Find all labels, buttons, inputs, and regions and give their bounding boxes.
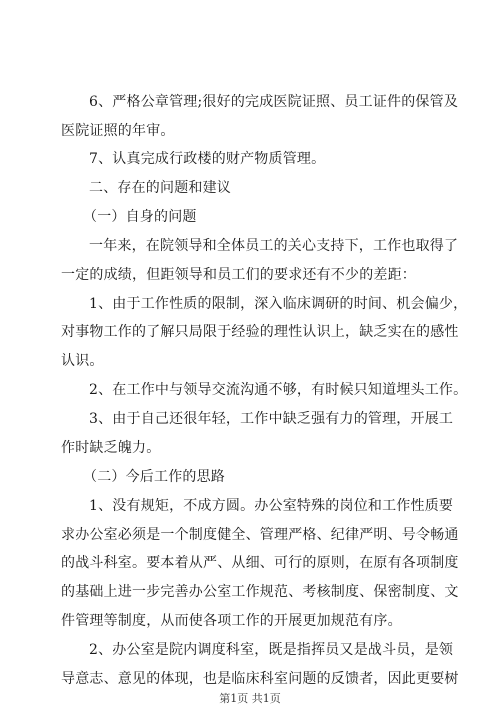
text-line: 认识。 xyxy=(61,353,104,369)
text-line: 7、认真完成行政楼的财产物质管理。 xyxy=(89,151,326,167)
text-line: 件管理等制度，从而使各项工作的开展更加规范有序。 xyxy=(61,613,402,629)
text-line: 1、没有规矩，不成方圆。办公室特殊的岗位和工作性质要 xyxy=(89,498,454,514)
text-line: 导意志、意见的体现，也是临床科室问题的反馈者，因此更要树 xyxy=(61,671,459,687)
page-footer: 第1页 共1页 xyxy=(219,692,281,705)
text-line: 1、由于工作性质的限制，深入临床调研的时间、机会偏少， xyxy=(89,296,468,312)
text-line: 的战斗科室。要本着从严、从细、可行的原则，在原有各项制度 xyxy=(61,555,459,571)
text-line: 一定的成绩，但距领导和员工们的要求还有不少的差距： xyxy=(61,267,416,283)
subsection-heading: （一）自身的问题 xyxy=(83,209,197,225)
text-line: 对事物工作的了解只局限于经验的理性认识上，缺乏实在的感性 xyxy=(61,324,459,340)
text-line: 求办公室必须是一个制度健全、管理严格、纪律严明、号令畅通 xyxy=(61,527,459,543)
text-line: 作时缺乏魄力。 xyxy=(61,440,161,456)
text-line: 2、在工作中与领导交流沟通不够，有时候只知道埋头工作。 xyxy=(89,382,468,398)
text-line: 6、严格公章管理;很好的完成医院证照、员工证件的保管及 xyxy=(89,94,459,110)
text-line: 的基础上进一步完善办公室工作规范、考核制度、保密制度、文 xyxy=(61,584,459,600)
subsection-heading: （二）今后工作的思路 xyxy=(83,469,225,485)
text-line: 医院证照的年审。 xyxy=(61,123,175,139)
section-heading: 二、存在的问题和建议 xyxy=(89,180,231,196)
text-line: 3、由于自己还很年轻，工作中缺乏强有力的管理，开展工 xyxy=(89,411,454,427)
text-line: 一年来，在院领导和全体员工的关心支持下，工作也取得了 xyxy=(89,238,459,254)
text-line: 2、办公室是院内调度科室，既是指挥员又是战斗员，是领 xyxy=(89,642,454,658)
